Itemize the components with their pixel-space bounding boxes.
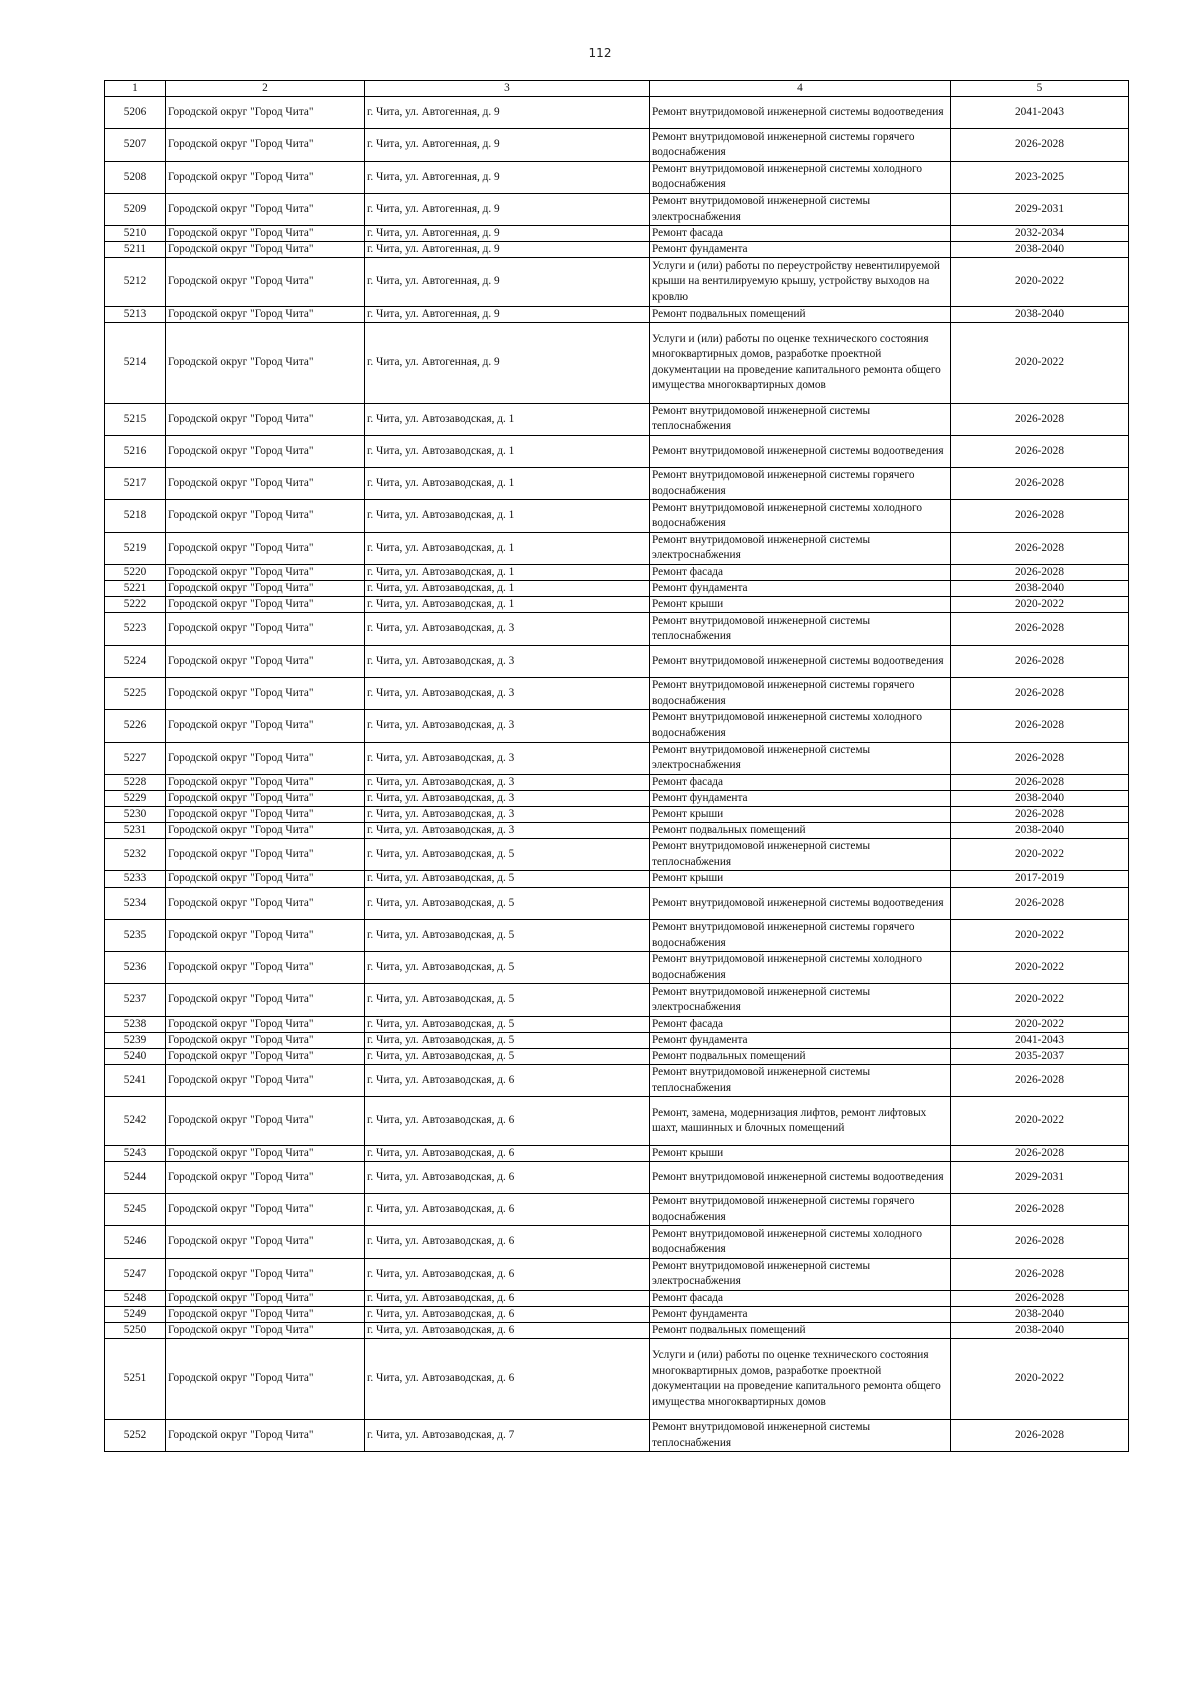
address-cell: г. Чита, ул. Автогенная, д. 9 xyxy=(365,306,650,322)
address-cell: г. Чита, ул. Автозаводская, д. 5 xyxy=(365,1048,650,1064)
table-row xyxy=(105,952,1129,984)
municipality-cell: Городской округ "Город Чита" xyxy=(166,806,365,822)
period-cell: 2026-2028 xyxy=(951,742,1129,774)
table-row xyxy=(105,823,1129,839)
work-type-cell: Ремонт внутридомовой инженерной системы горячего водоснабжения xyxy=(650,1194,951,1226)
address-cell: г. Чита, ул. Автогенная, д. 9 xyxy=(365,97,650,129)
period-cell: 2029-2031 xyxy=(951,193,1129,225)
address-cell: г. Чита, ул. Автозаводская, д. 5 xyxy=(365,919,650,951)
table-row xyxy=(105,1307,1129,1323)
address-cell: г. Чита, ул. Автозаводская, д. 6 xyxy=(365,1339,650,1420)
municipality-cell: Городской округ "Город Чита" xyxy=(166,500,365,532)
work-type-cell: Услуги и (или) работы по оценке технического состояния многоквартирных домов, разработке проектной документации на проведение капитального ремонта общего имущества многоквартирных домов xyxy=(650,1339,951,1420)
table-row xyxy=(105,887,1129,919)
work-type-cell: Ремонт крыши xyxy=(650,806,951,822)
address-cell: г. Чита, ул. Автозаводская, д. 3 xyxy=(365,613,650,645)
period-cell: 2038-2040 xyxy=(951,1323,1129,1339)
period-cell: 2026-2028 xyxy=(951,1194,1129,1226)
table-row xyxy=(105,1226,1129,1258)
municipality-cell: Городской округ "Город Чита" xyxy=(166,1339,365,1420)
period-cell: 2020-2022 xyxy=(951,919,1129,951)
table-row xyxy=(105,581,1129,597)
work-type-cell: Ремонт подвальных помещений xyxy=(650,306,951,322)
row-number: 5225 xyxy=(105,677,166,709)
municipality-cell: Городской округ "Город Чита" xyxy=(166,161,365,193)
table-row xyxy=(105,677,1129,709)
address-cell: г. Чита, ул. Автозаводская, д. 3 xyxy=(365,806,650,822)
municipality-cell: Городской округ "Город Чита" xyxy=(166,1145,365,1161)
row-number: 5246 xyxy=(105,1226,166,1258)
municipality-cell: Городской округ "Город Чита" xyxy=(166,97,365,129)
period-cell: 2026-2028 xyxy=(951,677,1129,709)
work-type-cell: Ремонт крыши xyxy=(650,871,951,887)
row-number: 5232 xyxy=(105,839,166,871)
row-number: 5239 xyxy=(105,1032,166,1048)
capital-repair-table xyxy=(104,80,1129,1452)
row-number: 5248 xyxy=(105,1291,166,1307)
work-type-cell: Ремонт фундамента xyxy=(650,1307,951,1323)
period-cell: 2026-2028 xyxy=(951,774,1129,790)
column-header-3: 3 xyxy=(365,81,650,97)
row-number: 5237 xyxy=(105,984,166,1016)
work-type-cell: Ремонт внутридомовой инженерной системы горячего водоснабжения xyxy=(650,129,951,161)
period-cell: 2026-2028 xyxy=(951,710,1129,742)
work-type-cell: Ремонт фундамента xyxy=(650,790,951,806)
municipality-cell: Городской округ "Город Чита" xyxy=(166,952,365,984)
table-row xyxy=(105,1339,1129,1420)
period-cell: 2026-2028 xyxy=(951,403,1129,435)
work-type-cell: Ремонт подвальных помещений xyxy=(650,1323,951,1339)
work-type-cell: Ремонт внутридомовой инженерной системы теплоснабжения xyxy=(650,1419,951,1451)
municipality-cell: Городской округ "Город Чита" xyxy=(166,677,365,709)
table-row xyxy=(105,806,1129,822)
row-number: 5235 xyxy=(105,919,166,951)
municipality-cell: Городской округ "Город Чита" xyxy=(166,613,365,645)
address-cell: г. Чита, ул. Автозаводская, д. 6 xyxy=(365,1323,650,1339)
address-cell: г. Чита, ул. Автозаводская, д. 6 xyxy=(365,1226,650,1258)
address-cell: г. Чита, ул. Автозаводская, д. 1 xyxy=(365,581,650,597)
period-cell: 2017-2019 xyxy=(951,871,1129,887)
work-type-cell: Ремонт внутридомовой инженерной системы водоотведения xyxy=(650,645,951,677)
municipality-cell: Городской округ "Город Чита" xyxy=(166,193,365,225)
address-cell: г. Чита, ул. Автозаводская, д. 5 xyxy=(365,887,650,919)
address-cell: г. Чита, ул. Автозаводская, д. 3 xyxy=(365,774,650,790)
table-row xyxy=(105,532,1129,564)
municipality-cell: Городской округ "Город Чита" xyxy=(166,258,365,306)
period-cell: 2026-2028 xyxy=(951,1258,1129,1290)
period-cell: 2020-2022 xyxy=(951,839,1129,871)
period-cell: 2020-2022 xyxy=(951,1016,1129,1032)
table-row xyxy=(105,97,1129,129)
row-number: 5247 xyxy=(105,1258,166,1290)
period-cell: 2026-2028 xyxy=(951,1291,1129,1307)
work-type-cell: Ремонт внутридомовой инженерной системы электроснабжения xyxy=(650,532,951,564)
address-cell: г. Чита, ул. Автозаводская, д. 6 xyxy=(365,1307,650,1323)
work-type-cell: Ремонт внутридомовой инженерной системы водоотведения xyxy=(650,1161,951,1193)
municipality-cell: Городской округ "Город Чита" xyxy=(166,322,365,403)
municipality-cell: Городской округ "Город Чита" xyxy=(166,1065,365,1097)
work-type-cell: Ремонт внутридомовой инженерной системы горячего водоснабжения xyxy=(650,468,951,500)
period-cell: 2038-2040 xyxy=(951,1307,1129,1323)
table-row xyxy=(105,306,1129,322)
address-cell: г. Чита, ул. Автогенная, д. 9 xyxy=(365,193,650,225)
municipality-cell: Городской округ "Город Чита" xyxy=(166,887,365,919)
period-cell: 2026-2028 xyxy=(951,887,1129,919)
table-row xyxy=(105,226,1129,242)
work-type-cell: Ремонт, замена, модернизация лифтов, ремонт лифтовых шахт, машинных и блочных помещений xyxy=(650,1097,951,1145)
table-row xyxy=(105,839,1129,871)
row-number: 5215 xyxy=(105,403,166,435)
row-number: 5228 xyxy=(105,774,166,790)
table-row xyxy=(105,710,1129,742)
table-row xyxy=(105,984,1129,1016)
municipality-cell: Городской округ "Город Чита" xyxy=(166,919,365,951)
address-cell: г. Чита, ул. Автозаводская, д. 5 xyxy=(365,952,650,984)
address-cell: г. Чита, ул. Автогенная, д. 9 xyxy=(365,161,650,193)
table-row xyxy=(105,1258,1129,1290)
address-cell: г. Чита, ул. Автогенная, д. 9 xyxy=(365,226,650,242)
row-number: 5241 xyxy=(105,1065,166,1097)
row-number: 5230 xyxy=(105,806,166,822)
address-cell: г. Чита, ул. Автозаводская, д. 6 xyxy=(365,1258,650,1290)
address-cell: г. Чита, ул. Автогенная, д. 9 xyxy=(365,258,650,306)
table-row xyxy=(105,1065,1129,1097)
municipality-cell: Городской округ "Город Чита" xyxy=(166,742,365,774)
table-row xyxy=(105,565,1129,581)
work-type-cell: Ремонт внутридомовой инженерной системы водоотведения xyxy=(650,97,951,129)
work-type-cell: Ремонт фасада xyxy=(650,1016,951,1032)
municipality-cell: Городской округ "Город Чита" xyxy=(166,790,365,806)
work-type-cell: Ремонт внутридомовой инженерной системы электроснабжения xyxy=(650,984,951,1016)
row-number: 5218 xyxy=(105,500,166,532)
municipality-cell: Городской округ "Город Чита" xyxy=(166,1194,365,1226)
table-row xyxy=(105,1291,1129,1307)
period-cell: 2026-2028 xyxy=(951,468,1129,500)
period-cell: 2026-2028 xyxy=(951,565,1129,581)
period-cell: 2026-2028 xyxy=(951,500,1129,532)
row-number: 5243 xyxy=(105,1145,166,1161)
period-cell: 2041-2043 xyxy=(951,97,1129,129)
period-cell: 2026-2028 xyxy=(951,532,1129,564)
period-cell: 2029-2031 xyxy=(951,1161,1129,1193)
period-cell: 2020-2022 xyxy=(951,984,1129,1016)
work-type-cell: Ремонт внутридомовой инженерной системы холодного водоснабжения xyxy=(650,952,951,984)
row-number: 5231 xyxy=(105,823,166,839)
row-number: 5240 xyxy=(105,1048,166,1064)
address-cell: г. Чита, ул. Автозаводская, д. 6 xyxy=(365,1145,650,1161)
work-type-cell: Ремонт крыши xyxy=(650,597,951,613)
address-cell: г. Чита, ул. Автозаводская, д. 6 xyxy=(365,1097,650,1145)
period-cell: 2035-2037 xyxy=(951,1048,1129,1064)
table-row xyxy=(105,403,1129,435)
period-cell: 2026-2028 xyxy=(951,645,1129,677)
row-number: 5216 xyxy=(105,435,166,467)
row-number: 5211 xyxy=(105,242,166,258)
address-cell: г. Чита, ул. Автозаводская, д. 6 xyxy=(365,1161,650,1193)
municipality-cell: Городской округ "Город Чита" xyxy=(166,597,365,613)
table-row xyxy=(105,161,1129,193)
address-cell: г. Чита, ул. Автозаводская, д. 5 xyxy=(365,839,650,871)
row-number: 5212 xyxy=(105,258,166,306)
municipality-cell: Городской округ "Город Чита" xyxy=(166,710,365,742)
period-cell: 2026-2028 xyxy=(951,806,1129,822)
municipality-cell: Городской округ "Город Чита" xyxy=(166,839,365,871)
address-cell: г. Чита, ул. Автозаводская, д. 1 xyxy=(365,597,650,613)
work-type-cell: Ремонт фасада xyxy=(650,565,951,581)
period-cell: 2020-2022 xyxy=(951,258,1129,306)
table-row xyxy=(105,1194,1129,1226)
municipality-cell: Городской округ "Город Чита" xyxy=(166,1307,365,1323)
municipality-cell: Городской округ "Город Чита" xyxy=(166,129,365,161)
municipality-cell: Городской округ "Город Чита" xyxy=(166,1291,365,1307)
address-cell: г. Чита, ул. Автозаводская, д. 1 xyxy=(365,565,650,581)
table-row xyxy=(105,193,1129,225)
work-type-cell: Ремонт внутридомовой инженерной системы водоотведения xyxy=(650,435,951,467)
table-row xyxy=(105,258,1129,306)
address-cell: г. Чита, ул. Автозаводская, д. 3 xyxy=(365,790,650,806)
table-row xyxy=(105,1016,1129,1032)
period-cell: 2026-2028 xyxy=(951,613,1129,645)
work-type-cell: Ремонт внутридомовой инженерной системы теплоснабжения xyxy=(650,1065,951,1097)
municipality-cell: Городской округ "Город Чита" xyxy=(166,242,365,258)
address-cell: г. Чита, ул. Автозаводская, д. 1 xyxy=(365,468,650,500)
municipality-cell: Городской округ "Город Чита" xyxy=(166,1161,365,1193)
row-number: 5222 xyxy=(105,597,166,613)
municipality-cell: Городской округ "Город Чита" xyxy=(166,823,365,839)
period-cell: 2038-2040 xyxy=(951,823,1129,839)
table-row xyxy=(105,435,1129,467)
period-cell: 2023-2025 xyxy=(951,161,1129,193)
table-row xyxy=(105,1323,1129,1339)
work-type-cell: Ремонт фундамента xyxy=(650,581,951,597)
row-number: 5229 xyxy=(105,790,166,806)
row-number: 5214 xyxy=(105,322,166,403)
work-type-cell: Ремонт крыши xyxy=(650,1145,951,1161)
work-type-cell: Ремонт внутридомовой инженерной системы холодного водоснабжения xyxy=(650,710,951,742)
municipality-cell: Городской округ "Город Чита" xyxy=(166,774,365,790)
row-number: 5252 xyxy=(105,1419,166,1451)
row-number: 5213 xyxy=(105,306,166,322)
address-cell: г. Чита, ул. Автозаводская, д. 5 xyxy=(365,871,650,887)
municipality-cell: Городской округ "Город Чита" xyxy=(166,1097,365,1145)
period-cell: 2038-2040 xyxy=(951,306,1129,322)
table-row xyxy=(105,597,1129,613)
address-cell: г. Чита, ул. Автозаводская, д. 5 xyxy=(365,1032,650,1048)
period-cell: 2026-2028 xyxy=(951,1065,1129,1097)
address-cell: г. Чита, ул. Автозаводская, д. 3 xyxy=(365,823,650,839)
row-number: 5251 xyxy=(105,1339,166,1420)
row-number: 5233 xyxy=(105,871,166,887)
row-number: 5250 xyxy=(105,1323,166,1339)
table-row xyxy=(105,1097,1129,1145)
row-number: 5242 xyxy=(105,1097,166,1145)
period-cell: 2020-2022 xyxy=(951,952,1129,984)
work-type-cell: Ремонт внутридомовой инженерной системы холодного водоснабжения xyxy=(650,500,951,532)
row-number: 5223 xyxy=(105,613,166,645)
period-cell: 2026-2028 xyxy=(951,435,1129,467)
municipality-cell: Городской округ "Город Чита" xyxy=(166,1048,365,1064)
address-cell: г. Чита, ул. Автозаводская, д. 1 xyxy=(365,403,650,435)
period-cell: 2038-2040 xyxy=(951,790,1129,806)
municipality-cell: Городской округ "Город Чита" xyxy=(166,306,365,322)
table-row xyxy=(105,1032,1129,1048)
period-cell: 2026-2028 xyxy=(951,1226,1129,1258)
period-cell: 2038-2040 xyxy=(951,242,1129,258)
work-type-cell: Ремонт внутридомовой инженерной системы холодного водоснабжения xyxy=(650,161,951,193)
work-type-cell: Ремонт внутридомовой инженерной системы водоотведения xyxy=(650,887,951,919)
table-row xyxy=(105,500,1129,532)
period-cell: 2041-2043 xyxy=(951,1032,1129,1048)
table-row xyxy=(105,1419,1129,1451)
municipality-cell: Городской округ "Город Чита" xyxy=(166,468,365,500)
period-cell: 2032-2034 xyxy=(951,226,1129,242)
work-type-cell: Ремонт подвальных помещений xyxy=(650,1048,951,1064)
address-cell: г. Чита, ул. Автозаводская, д. 5 xyxy=(365,984,650,1016)
period-cell: 2020-2022 xyxy=(951,1097,1129,1145)
period-cell: 2038-2040 xyxy=(951,581,1129,597)
row-number: 5208 xyxy=(105,161,166,193)
work-type-cell: Ремонт фундамента xyxy=(650,1032,951,1048)
address-cell: г. Чита, ул. Автозаводская, д. 3 xyxy=(365,710,650,742)
page-number: 112 xyxy=(588,46,612,60)
work-type-cell: Ремонт внутридомовой инженерной системы электроснабжения xyxy=(650,1258,951,1290)
column-header-2: 2 xyxy=(166,81,365,97)
column-header-1: 1 xyxy=(105,81,166,97)
period-cell: 2020-2022 xyxy=(951,322,1129,403)
municipality-cell: Городской округ "Город Чита" xyxy=(166,565,365,581)
row-number: 5217 xyxy=(105,468,166,500)
row-number: 5221 xyxy=(105,581,166,597)
table-row xyxy=(105,242,1129,258)
municipality-cell: Городской округ "Город Чита" xyxy=(166,532,365,564)
table-row xyxy=(105,322,1129,403)
address-cell: г. Чита, ул. Автозаводская, д. 3 xyxy=(365,645,650,677)
table-row xyxy=(105,790,1129,806)
column-header-5: 5 xyxy=(951,81,1129,97)
work-type-cell: Услуги и (или) работы по переустройству невентилируемой крыши на вентилируемую крышу, устройству выходов на кровлю xyxy=(650,258,951,306)
work-type-cell: Ремонт внутридомовой инженерной системы теплоснабжения xyxy=(650,403,951,435)
table-row xyxy=(105,129,1129,161)
work-type-cell: Ремонт внутридомовой инженерной системы электроснабжения xyxy=(650,742,951,774)
work-type-cell: Услуги и (или) работы по оценке технического состояния многоквартирных домов, разработке проектной документации на проведение капитального ремонта общего имущества многоквартирных домов xyxy=(650,322,951,403)
municipality-cell: Городской округ "Город Чита" xyxy=(166,1032,365,1048)
municipality-cell: Городской округ "Город Чита" xyxy=(166,435,365,467)
municipality-cell: Городской округ "Город Чита" xyxy=(166,1323,365,1339)
address-cell: г. Чита, ул. Автозаводская, д. 6 xyxy=(365,1065,650,1097)
municipality-cell: Городской округ "Город Чита" xyxy=(166,1419,365,1451)
municipality-cell: Городской округ "Город Чита" xyxy=(166,581,365,597)
table-row xyxy=(105,919,1129,951)
row-number: 5236 xyxy=(105,952,166,984)
table-row xyxy=(105,645,1129,677)
municipality-cell: Городской округ "Город Чита" xyxy=(166,226,365,242)
municipality-cell: Городской округ "Город Чита" xyxy=(166,1258,365,1290)
table-row xyxy=(105,468,1129,500)
row-number: 5245 xyxy=(105,1194,166,1226)
address-cell: г. Чита, ул. Автозаводская, д. 1 xyxy=(365,500,650,532)
municipality-cell: Городской округ "Город Чита" xyxy=(166,1226,365,1258)
address-cell: г. Чита, ул. Автозаводская, д. 1 xyxy=(365,532,650,564)
table-row xyxy=(105,774,1129,790)
row-number: 5227 xyxy=(105,742,166,774)
table-row xyxy=(105,1145,1129,1161)
work-type-cell: Ремонт внутридомовой инженерной системы горячего водоснабжения xyxy=(650,677,951,709)
table-row xyxy=(105,1161,1129,1193)
period-cell: 2026-2028 xyxy=(951,129,1129,161)
address-cell: г. Чита, ул. Автозаводская, д. 6 xyxy=(365,1194,650,1226)
row-number: 5220 xyxy=(105,565,166,581)
work-type-cell: Ремонт внутридомовой инженерной системы электроснабжения xyxy=(650,193,951,225)
work-type-cell: Ремонт фасада xyxy=(650,1291,951,1307)
work-type-cell: Ремонт внутридомовой инженерной системы теплоснабжения xyxy=(650,613,951,645)
municipality-cell: Городской округ "Город Чита" xyxy=(166,645,365,677)
work-type-cell: Ремонт фундамента xyxy=(650,242,951,258)
address-cell: г. Чита, ул. Автозаводская, д. 7 xyxy=(365,1419,650,1451)
work-type-cell: Ремонт внутридомовой инженерной системы горячего водоснабжения xyxy=(650,919,951,951)
row-number: 5219 xyxy=(105,532,166,564)
work-type-cell: Ремонт фасада xyxy=(650,774,951,790)
period-cell: 2020-2022 xyxy=(951,1339,1129,1420)
row-number: 5234 xyxy=(105,887,166,919)
table-row xyxy=(105,1048,1129,1064)
address-cell: г. Чита, ул. Автозаводская, д. 3 xyxy=(365,742,650,774)
row-number: 5207 xyxy=(105,129,166,161)
period-cell: 2020-2022 xyxy=(951,597,1129,613)
row-number: 5238 xyxy=(105,1016,166,1032)
address-cell: г. Чита, ул. Автогенная, д. 9 xyxy=(365,129,650,161)
table-row xyxy=(105,871,1129,887)
row-number: 5249 xyxy=(105,1307,166,1323)
municipality-cell: Городской округ "Город Чита" xyxy=(166,403,365,435)
header-row xyxy=(105,81,1129,97)
address-cell: г. Чита, ул. Автогенная, д. 9 xyxy=(365,242,650,258)
work-type-cell: Ремонт подвальных помещений xyxy=(650,823,951,839)
work-type-cell: Ремонт фасада xyxy=(650,226,951,242)
row-number: 5209 xyxy=(105,193,166,225)
work-type-cell: Ремонт внутридомовой инженерной системы холодного водоснабжения xyxy=(650,1226,951,1258)
address-cell: г. Чита, ул. Автозаводская, д. 5 xyxy=(365,1016,650,1032)
address-cell: г. Чита, ул. Автозаводская, д. 6 xyxy=(365,1291,650,1307)
period-cell: 2026-2028 xyxy=(951,1419,1129,1451)
row-number: 5244 xyxy=(105,1161,166,1193)
table-row xyxy=(105,613,1129,645)
table-row xyxy=(105,742,1129,774)
row-number: 5206 xyxy=(105,97,166,129)
row-number: 5226 xyxy=(105,710,166,742)
table-body xyxy=(105,97,1129,1452)
row-number: 5224 xyxy=(105,645,166,677)
address-cell: г. Чита, ул. Автозаводская, д. 3 xyxy=(365,677,650,709)
municipality-cell: Городской округ "Город Чита" xyxy=(166,871,365,887)
column-header-4: 4 xyxy=(650,81,951,97)
municipality-cell: Городской округ "Город Чита" xyxy=(166,1016,365,1032)
address-cell: г. Чита, ул. Автогенная, д. 9 xyxy=(365,322,650,403)
municipality-cell: Городской округ "Город Чита" xyxy=(166,984,365,1016)
work-type-cell: Ремонт внутридомовой инженерной системы теплоснабжения xyxy=(650,839,951,871)
address-cell: г. Чита, ул. Автозаводская, д. 1 xyxy=(365,435,650,467)
row-number: 5210 xyxy=(105,226,166,242)
period-cell: 2026-2028 xyxy=(951,1145,1129,1161)
